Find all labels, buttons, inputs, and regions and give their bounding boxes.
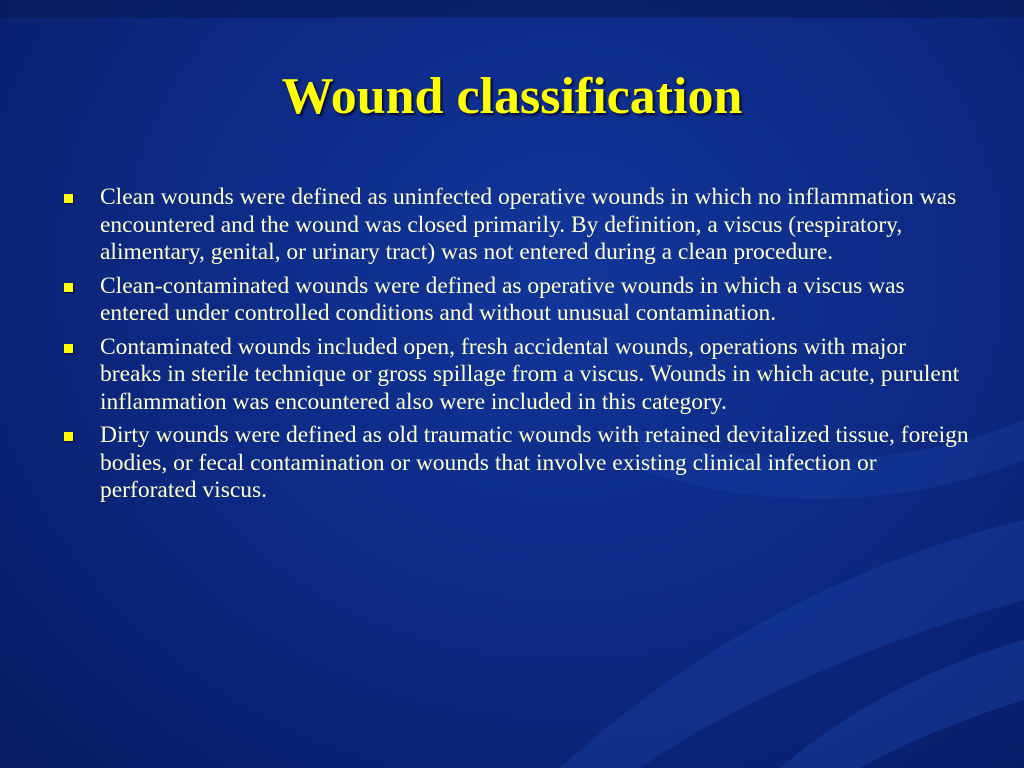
bullet-item-dirty — [60, 422, 970, 505]
bullet-text: Clean-contaminated wounds were defined as operative wounds in which a viscus was entered under controlled conditions and without unusual contamination. — [100, 272, 905, 326]
bullet-item-contaminated — [60, 334, 970, 417]
bullet-text: Dirty wounds were defined as old traumatic wounds with retained devitalized tissue, foreign bodies, or fecal contamination or wounds that involve existing clinical infection or perforated viscus. — [100, 422, 969, 503]
slide-title: Wound classification — [281, 68, 743, 125]
square-bullet-icon — [64, 283, 73, 292]
bullet-list — [60, 184, 970, 511]
square-bullet-icon — [64, 344, 73, 353]
bullet-item-clean — [60, 184, 970, 267]
square-bullet-icon — [64, 432, 73, 441]
square-bullet-icon — [64, 194, 73, 203]
bullet-text: Contaminated wounds included open, fresh accidental wounds, operations with major breaks in sterile technique or gross spillage from a viscus. Wounds in which acute, purulent inflammation was encountered also were included in this category. — [100, 333, 960, 415]
bullet-item-clean-contaminated — [60, 273, 970, 328]
bullet-text: Clean wounds were defined as uninfected operative wounds in which no inflammation was encountered and the wound was closed primarily. By definition, a viscus (respiratory, alimentary, genital, or urinary tract) was not entered during a clean procedure. — [100, 184, 957, 265]
